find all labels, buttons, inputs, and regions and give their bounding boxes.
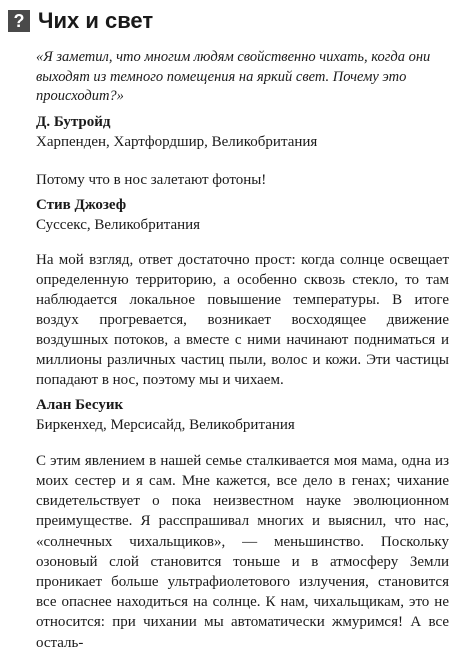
question-text: «Я заметил, что многим людям свойственно чихать, когда они выходят из темного помещения на яркий свет. Почему это происходит?» — [36, 49, 431, 105]
title-row — [8, 6, 449, 36]
answer-location-1: Суссекс, Великобритания — [36, 216, 201, 233]
answer-text-1: Потому что в нос залетают фотоны! — [36, 171, 267, 188]
question-author: Д. Бутройд — [36, 113, 111, 130]
answer-text-3: С этим явлением в нашей семье сталкивается моя мама, одна из моих сестер и я сам. Мне кажется, все дело в генах; чихание свидетельствует о пока неизвестном науке эволюционном преимуществе. Я расспрашивал многих и выяснил, что нас, «солнечных чихальщиков», — меньшинство. Поскольку озоновый слой становится тоньше и в атмосферу Земли проникает больше ультрафиолетового излучения, становится все опаснее находиться на солнце. К нам, чихальщикам, это не относится: при чихании мы автоматически жмуримся! А все осталь- — [36, 452, 449, 651]
question-location: Харпенден, Хартфордшир, Великобритания — [36, 133, 318, 150]
question-mark-icon: ? — [8, 10, 30, 32]
article-body — [8, 48, 449, 653]
page-title: Чих и свет — [38, 8, 154, 33]
answer-author-1: Стив Джозеф — [36, 196, 127, 213]
answer-location-2: Биркенхед, Мерсисайд, Великобритания — [36, 416, 295, 433]
answer-author-2: Алан Бесуик — [36, 396, 124, 413]
answer-text-2: На мой взгляд, ответ достаточно прост: когда солнце освещает определенную территорию, а особенно сквозь стекло, то там наблюдается локальное повышение температуры. В итоге воздух прогревается, возникает восходящее движение воздушных потоков, а вместе с ними начинают подниматься и миллионы различных частиц пыли, волос и кожи. Эти частицы попадают в нос, поэтому мы и чихаем. — [36, 251, 449, 388]
